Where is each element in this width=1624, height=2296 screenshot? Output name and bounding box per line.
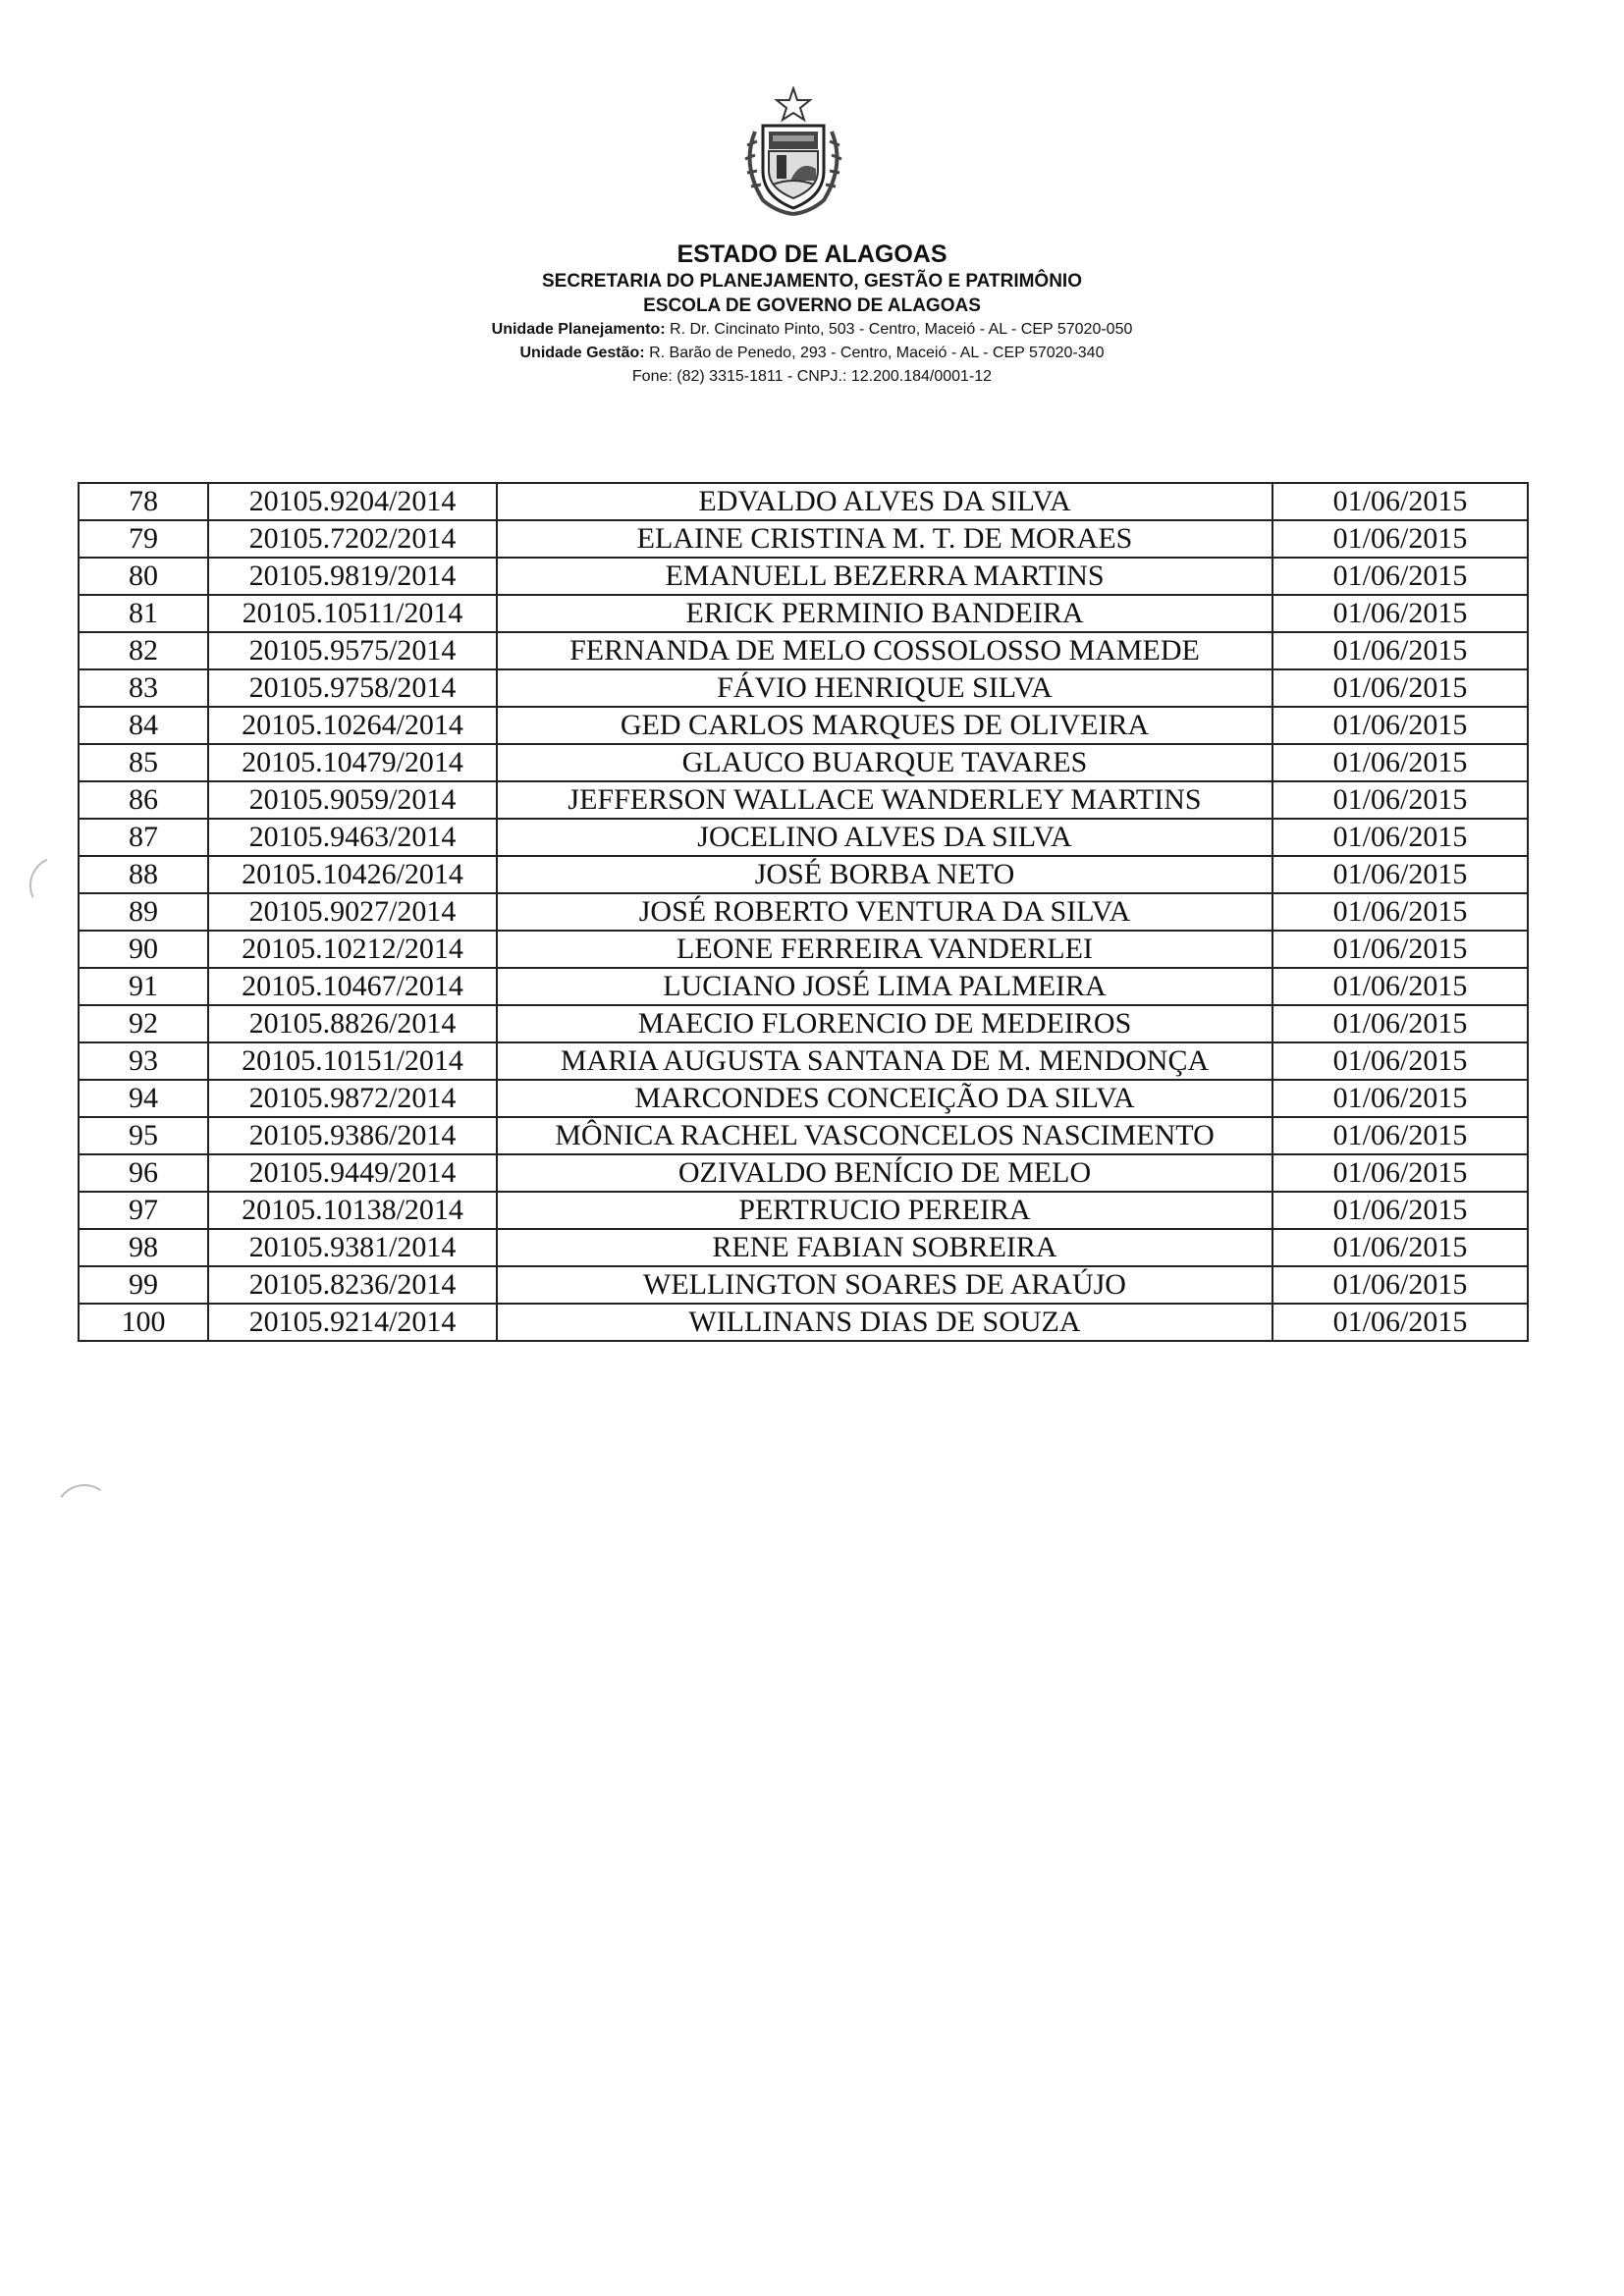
school-name: ESCOLA DE GOVERNO DE ALAGOAS [643,295,981,316]
table-row [79,707,1528,744]
table-row [79,1005,1528,1042]
process-number-cell: 20105.7202/2014 [208,520,497,558]
process-number-cell: 20105.9449/2014 [208,1154,497,1192]
row-number-cell: 85 [79,744,208,781]
row-number-cell: 83 [79,669,208,707]
table-row [79,520,1528,558]
table-row [79,558,1528,595]
person-name-cell: ELAINE CRISTINA M. T. DE MORAES [497,520,1272,558]
address-gestao-label: Unidade Gestão: [519,345,645,361]
person-name-cell: LEONE FERREIRA VANDERLEI [497,931,1272,968]
date-cell: 01/06/2015 [1272,781,1528,819]
date-cell: 01/06/2015 [1272,707,1528,744]
department-name: SECRETARIA DO PLANEJAMENTO, GESTÃO E PATRIMÔNIO [542,271,1082,292]
date-cell: 01/06/2015 [1272,669,1528,707]
date-cell: 01/06/2015 [1272,968,1528,1005]
date-cell: 01/06/2015 [1272,1080,1528,1117]
date-cell: 01/06/2015 [1272,558,1528,595]
row-number-cell: 96 [79,1154,208,1192]
process-number-cell: 20105.8236/2014 [208,1266,497,1304]
row-number-cell: 87 [79,819,208,856]
person-name-cell: RENE FABIAN SOBREIRA [497,1229,1272,1266]
row-number-cell: 92 [79,1005,208,1042]
process-number-cell: 20105.9463/2014 [208,819,497,856]
row-number-cell: 91 [79,968,208,1005]
table-row [79,744,1528,781]
process-number-cell: 20105.9386/2014 [208,1117,497,1154]
alagoas-coat-of-arms-icon [733,86,853,218]
table-row [79,968,1528,1005]
person-name-cell: MAECIO FLORENCIO DE MEDEIROS [497,1005,1272,1042]
row-number-cell: 98 [79,1229,208,1266]
date-cell: 01/06/2015 [1272,1042,1528,1080]
process-number-cell: 20105.10511/2014 [208,595,497,632]
row-number-cell: 95 [79,1117,208,1154]
roster-table-body [79,483,1528,1341]
row-number-cell: 81 [79,595,208,632]
row-number-cell: 78 [79,483,208,520]
row-number-cell: 82 [79,632,208,669]
date-cell: 01/06/2015 [1272,931,1528,968]
row-number-cell: 86 [79,781,208,819]
roster-table [78,482,1529,1342]
person-name-cell: JOSÉ ROBERTO VENTURA DA SILVA [497,893,1272,931]
date-cell: 01/06/2015 [1272,520,1528,558]
table-row [79,595,1528,632]
contact-line: Fone: (82) 3315-1811 - CNPJ.: 12.200.184/0001-12 [631,368,993,385]
table-row [79,856,1528,893]
process-number-cell: 20105.10479/2014 [208,744,497,781]
person-name-cell: EMANUELL BEZERRA MARTINS [497,558,1272,595]
address-planejamento [0,318,1624,342]
row-number-cell: 89 [79,893,208,931]
process-number-cell: 20105.10212/2014 [208,931,497,968]
process-number-cell: 20105.9575/2014 [208,632,497,669]
process-number-cell: 20105.9204/2014 [208,483,497,520]
date-cell: 01/06/2015 [1272,483,1528,520]
process-number-cell: 20105.9872/2014 [208,1080,497,1117]
process-number-cell: 20105.10151/2014 [208,1042,497,1080]
process-number-cell: 20105.9758/2014 [208,669,497,707]
table-row [79,1266,1528,1304]
table-row [79,781,1528,819]
table-row [79,669,1528,707]
table-row [79,931,1528,968]
date-cell: 01/06/2015 [1272,1266,1528,1304]
row-number-cell: 99 [79,1266,208,1304]
date-cell: 01/06/2015 [1272,632,1528,669]
date-cell: 01/06/2015 [1272,1304,1528,1341]
date-cell: 01/06/2015 [1272,1229,1528,1266]
row-number-cell: 84 [79,707,208,744]
person-name-cell: EDVALDO ALVES DA SILVA [497,483,1272,520]
person-name-cell: MÔNICA RACHEL VASCONCELOS NASCIMENTO [497,1117,1272,1154]
process-number-cell: 20105.9027/2014 [208,893,497,931]
person-name-cell: PERTRUCIO PEREIRA [497,1192,1272,1229]
row-number-cell: 94 [79,1080,208,1117]
date-cell: 01/06/2015 [1272,819,1528,856]
row-number-cell: 79 [79,520,208,558]
person-name-cell: FERNANDA DE MELO COSSOLOSSO MAMEDE [497,632,1272,669]
process-number-cell: 20105.9059/2014 [208,781,497,819]
table-row [79,483,1528,520]
person-name-cell: MARCONDES CONCEIÇÃO DA SILVA [497,1080,1272,1117]
table-row [79,1154,1528,1192]
address-gestao-text: R. Barão de Penedo, 293 - Centro, Maceió - AL - CEP 57020-340 [644,345,1105,361]
person-name-cell: JEFFERSON WALLACE WANDERLEY MARTINS [497,781,1272,819]
process-number-cell: 20105.9214/2014 [208,1304,497,1341]
table-row [79,1192,1528,1229]
person-name-cell: WELLINGTON SOARES DE ARAÚJO [497,1266,1272,1304]
state-name: ESTADO DE ALAGOAS [677,240,947,268]
date-cell: 01/06/2015 [1272,893,1528,931]
table-row [79,1304,1528,1341]
person-name-cell: MARIA AUGUSTA SANTANA DE M. MENDONÇA [497,1042,1272,1080]
punch-hole-mark [50,1479,119,1548]
date-cell: 01/06/2015 [1272,595,1528,632]
table-row [79,819,1528,856]
date-cell: 01/06/2015 [1272,856,1528,893]
process-number-cell: 20105.8826/2014 [208,1005,497,1042]
row-number-cell: 88 [79,856,208,893]
row-number-cell: 97 [79,1192,208,1229]
table-row [79,1080,1528,1117]
date-cell: 01/06/2015 [1272,1192,1528,1229]
date-cell: 01/06/2015 [1272,744,1528,781]
row-number-cell: 80 [79,558,208,595]
row-number-cell: 90 [79,931,208,968]
date-cell: 01/06/2015 [1272,1154,1528,1192]
letterhead [0,240,1624,389]
row-number-cell: 100 [79,1304,208,1341]
process-number-cell: 20105.10467/2014 [208,968,497,1005]
process-number-cell: 20105.10138/2014 [208,1192,497,1229]
table-row [79,1042,1528,1080]
person-name-cell: JOCELINO ALVES DA SILVA [497,819,1272,856]
row-number-cell: 93 [79,1042,208,1080]
person-name-cell: OZIVALDO BENÍCIO DE MELO [497,1154,1272,1192]
address-planejamento-label: Unidade Planejamento: [491,321,666,338]
person-name-cell: FÁVIO HENRIQUE SILVA [497,669,1272,707]
person-name-cell: ERICK PERMINIO BANDEIRA [497,595,1272,632]
process-number-cell: 20105.10426/2014 [208,856,497,893]
address-gestao [0,342,1624,365]
date-cell: 01/06/2015 [1272,1005,1528,1042]
process-number-cell: 20105.9819/2014 [208,558,497,595]
table-row [79,893,1528,931]
person-name-cell: GLAUCO BUARQUE TAVARES [497,744,1272,781]
process-number-cell: 20105.9381/2014 [208,1229,497,1266]
address-planejamento-text: R. Dr. Cincinato Pinto, 503 - Centro, Maceió - AL - CEP 57020-050 [665,321,1133,338]
person-name-cell: JOSÉ BORBA NETO [497,856,1272,893]
date-cell: 01/06/2015 [1272,1117,1528,1154]
table-row [79,1229,1528,1266]
person-name-cell: LUCIANO JOSÉ LIMA PALMEIRA [497,968,1272,1005]
table-row [79,1117,1528,1154]
table-row [79,632,1528,669]
person-name-cell: WILLINANS DIAS DE SOUZA [497,1304,1272,1341]
person-name-cell: GED CARLOS MARQUES DE OLIVEIRA [497,707,1272,744]
process-number-cell: 20105.10264/2014 [208,707,497,744]
